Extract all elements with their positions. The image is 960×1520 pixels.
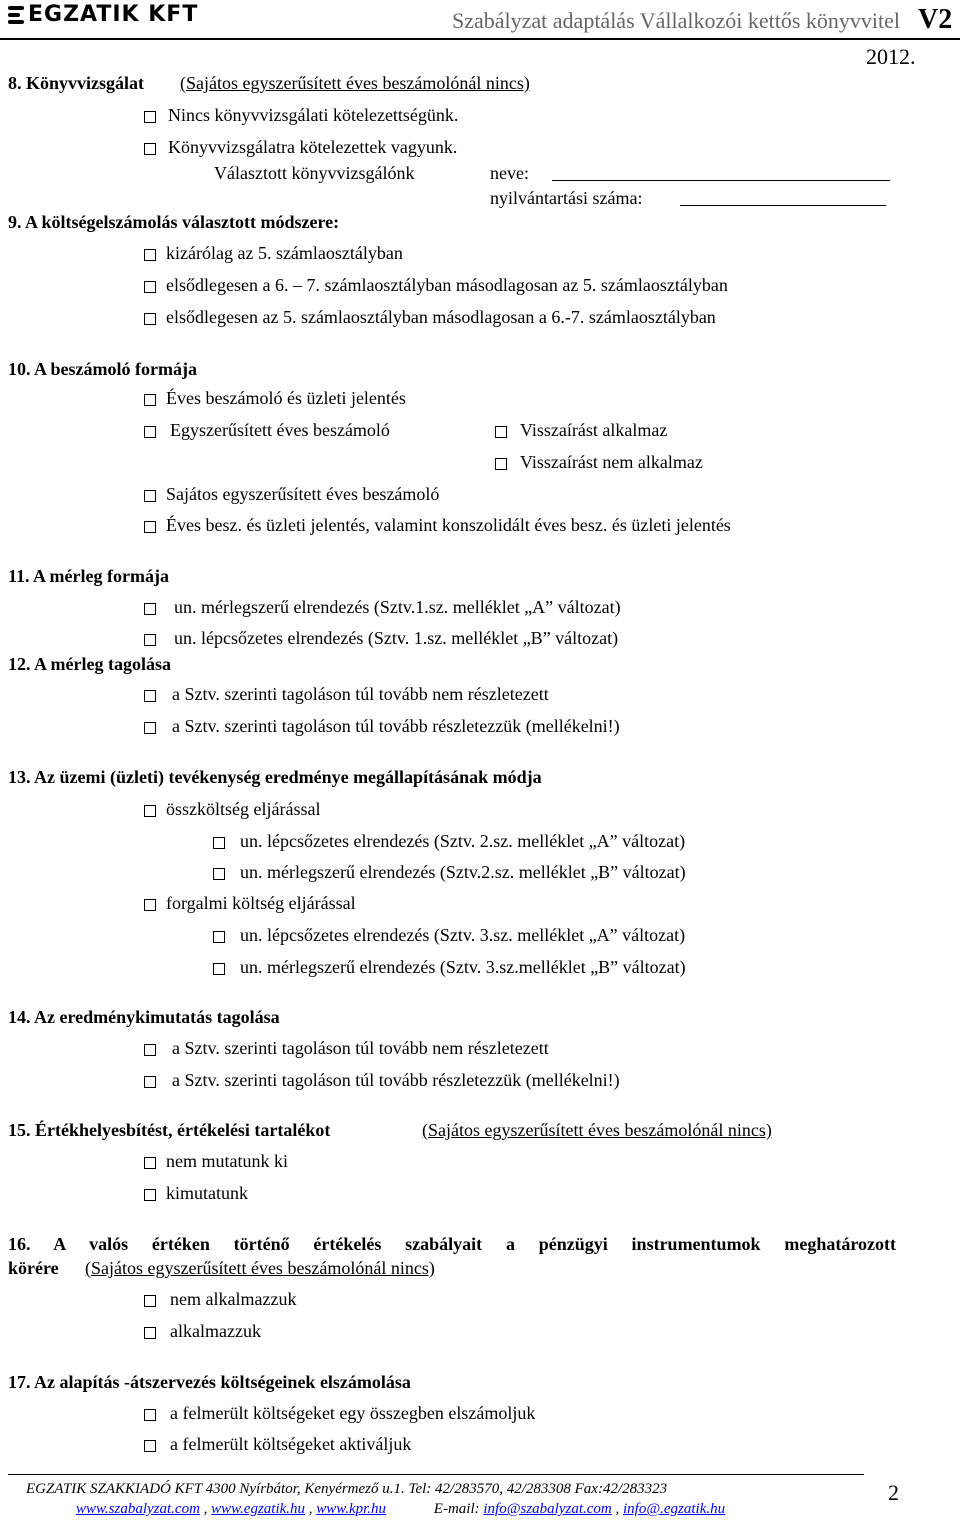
footer-address: EGZATIK SZAKKIADÓ KFT 4300 Nyírbátor, Kenyérmező u.1. Tel: 42/283570, 42/283308 Fax:42/283323 (26, 1481, 668, 1497)
s8-opt1-label: Nincs könyvvizsgálati kötelezettségünk. (168, 105, 459, 125)
checkbox-s9-opt3[interactable] (144, 313, 156, 325)
checkbox-s11-opt2[interactable] (144, 634, 156, 646)
footer-links: www.szabalyzat.com , www.egzatik.hu , www.kpr.hu E-mail: info@szabalyzat.com , info@.egzatik.hu (76, 1501, 726, 1517)
link-szabalyzat[interactable]: www.szabalyzat.com (76, 1501, 200, 1517)
checkbox-s11-opt1[interactable] (144, 603, 156, 615)
checkbox-s13-opt1a[interactable] (213, 837, 225, 849)
s16-title-line1: 16. A valós értéken történő értékelés szabályait a pénzügyi instrumentumok meghatározott (8, 1234, 896, 1254)
s8-name-field[interactable] (552, 180, 890, 181)
checkbox-s13-opt2a[interactable] (213, 931, 225, 943)
s12-opt1-label: a Sztv. szerinti tagoláson túl tovább nem részletezett (172, 684, 549, 704)
checkbox-s10-opt4[interactable] (144, 521, 156, 533)
checkbox-s16-opt1[interactable] (144, 1295, 156, 1307)
s15-opt2-label: kimutatunk (166, 1183, 248, 1203)
logo-e-icon (8, 4, 26, 26)
s10-opt4-label: Éves besz. és üzleti jelentés, valamint konszolidált éves besz. és üzleti jelentés (166, 515, 731, 535)
checkbox-s10-opt2a[interactable] (495, 426, 507, 438)
s15-note: (Sajátos egyszerűsített éves beszámolónál nincs) (422, 1120, 772, 1140)
checkbox-s16-opt2[interactable] (144, 1327, 156, 1339)
s12-opt2-label: a Sztv. szerinti tagoláson túl tovább részletezzük (mellékelni!) (172, 716, 620, 736)
checkbox-s10-opt3[interactable] (144, 490, 156, 502)
s8-name-label: neve: (490, 163, 529, 183)
s8-reg-label: nyilvántartási száma: (490, 188, 643, 208)
header-title: Szabályzat adaptálás Vállalkozói kettős könyvvitel (452, 8, 901, 33)
s17-opt2-label: a felmerült költségeket aktiváljuk (170, 1434, 412, 1454)
checkbox-s12-opt2[interactable] (144, 722, 156, 734)
s9-opt1-label: kizárólag az 5. számlaosztályban (166, 243, 403, 263)
checkbox-s9-opt2[interactable] (144, 281, 156, 293)
header-rule (0, 38, 960, 40)
link-egzatik[interactable]: www.egzatik.hu (211, 1501, 306, 1517)
s8-note: (Sajátos egyszerűsített éves beszámolónál nincs) (180, 73, 530, 93)
checkbox-s15-opt2[interactable] (144, 1189, 156, 1201)
checkbox-s14-opt2[interactable] (144, 1076, 156, 1088)
s11-title: 11. A mérleg formája (8, 566, 169, 586)
s10-opt2a-label: Visszaírást alkalmaz (520, 420, 668, 440)
logo-text: EGZATIK KFT (28, 2, 199, 27)
s14-opt1-label: a Sztv. szerinti tagoláson túl tovább nem részletezett (172, 1038, 549, 1058)
s14-opt2-label: a Sztv. szerinti tagoláson túl tovább részletezzük (mellékelni!) (172, 1070, 620, 1090)
s17-title: 17. Az alapítás -átszervezés költségeinek elszámolása (8, 1372, 411, 1392)
checkbox-s8-opt1[interactable] (144, 111, 156, 123)
link-email-egzatik[interactable]: info@.egzatik.hu (623, 1501, 726, 1517)
s16-note: (Sajátos egyszerűsített éves beszámolónál nincs) (85, 1258, 435, 1278)
checkbox-s13-opt2[interactable] (144, 899, 156, 911)
checkbox-s13-opt2b[interactable] (213, 963, 225, 975)
checkbox-s17-opt2[interactable] (144, 1440, 156, 1452)
s16-title-line2: körére (8, 1258, 59, 1278)
s16-opt2-label: alkalmazzuk (170, 1321, 261, 1341)
page-number: 2 (888, 1480, 899, 1505)
s15-opt1-label: nem mutatunk ki (166, 1151, 288, 1171)
s13-opt1b-label: un. mérlegszerű elrendezés (Sztv.2.sz. melléklet „B” változat) (240, 862, 686, 882)
checkbox-s9-opt1[interactable] (144, 249, 156, 261)
s10-opt3-label: Sajátos egyszerűsített éves beszámoló (166, 484, 440, 504)
s13-opt1-label: összköltség eljárással (166, 799, 321, 819)
s15-title: 15. Értékhelyesbítést, értékelési tartalékot (8, 1120, 331, 1140)
checkbox-s8-opt2[interactable] (144, 143, 156, 155)
header-year: 2012. (866, 44, 916, 69)
s11-opt2-label: un. lépcsőzetes elrendezés (Sztv. 1.sz. melléklet „B” változat) (174, 628, 619, 648)
footer-rule (8, 1474, 864, 1475)
s8-title: 8. Könyvvizsgálat (8, 73, 145, 93)
checkbox-s14-opt1[interactable] (144, 1044, 156, 1056)
s14-title: 14. Az eredménykimutatás tagolása (8, 1007, 280, 1027)
s16-opt1-label: nem alkalmazzuk (170, 1289, 297, 1309)
s12-title: 12. A mérleg tagolása (8, 654, 171, 674)
s9-opt3-label: elsődlegesen az 5. számlaosztályban másodlagosan a 6.-7. számlaosztályban (166, 307, 716, 327)
header-version: V2 (918, 4, 953, 35)
s13-opt1a-label: un. lépcsőzetes elrendezés (Sztv. 2.sz. melléklet „A” változat) (240, 831, 686, 851)
link-kpr[interactable]: www.kpr.hu (316, 1501, 387, 1517)
checkbox-s17-opt1[interactable] (144, 1409, 156, 1421)
s8-reg-field[interactable] (680, 205, 886, 206)
checkbox-s15-opt1[interactable] (144, 1157, 156, 1169)
footer-email-label: E-mail: (433, 1501, 480, 1517)
link-email-szabalyzat[interactable]: info@szabalyzat.com (483, 1501, 612, 1517)
s9-opt2-label: elsődlegesen a 6. – 7. számlaosztályban másodlagosan az 5. számlaosztályban (166, 275, 728, 295)
checkbox-s10-opt2[interactable] (144, 426, 156, 438)
s8-opt2-label: Könyvvizsgálatra kötelezettek vagyunk. (168, 137, 458, 157)
checkbox-s12-opt1[interactable] (144, 690, 156, 702)
s13-opt2-label: forgalmi költség eljárással (166, 893, 356, 913)
s13-opt2a-label: un. lépcsőzetes elrendezés (Sztv. 3.sz. melléklet „A” változat) (240, 925, 686, 945)
checkbox-s10-opt2b[interactable] (495, 458, 507, 470)
s11-opt1-label: un. mérlegszerű elrendezés (Sztv.1.sz. melléklet „A” változat) (174, 597, 621, 617)
s10-title: 10. A beszámoló formája (8, 359, 197, 379)
s10-opt1-label: Éves beszámoló és üzleti jelentés (166, 388, 406, 408)
checkbox-s13-opt1[interactable] (144, 805, 156, 817)
checkbox-s13-opt1b[interactable] (213, 868, 225, 880)
checkbox-s10-opt1[interactable] (144, 394, 156, 406)
s13-title: 13. Az üzemi (üzleti) tevékenység eredménye megállapításának módja (8, 767, 542, 787)
s10-opt2-label: Egyszerűsített éves beszámoló (170, 420, 390, 440)
s10-opt2b-label: Visszaírást nem alkalmaz (520, 452, 703, 472)
s9-title: 9. A költségelszámolás választott módszere: (8, 212, 340, 232)
s17-opt1-label: a felmerült költségeket egy összegben elszámoljuk (170, 1403, 536, 1423)
s8-chosen-label: Választott könyvvizsgálónk (214, 163, 415, 183)
s13-opt2b-label: un. mérlegszerű elrendezés (Sztv. 3.sz.melléklet „B” változat) (240, 957, 686, 977)
company-logo (8, 2, 198, 27)
